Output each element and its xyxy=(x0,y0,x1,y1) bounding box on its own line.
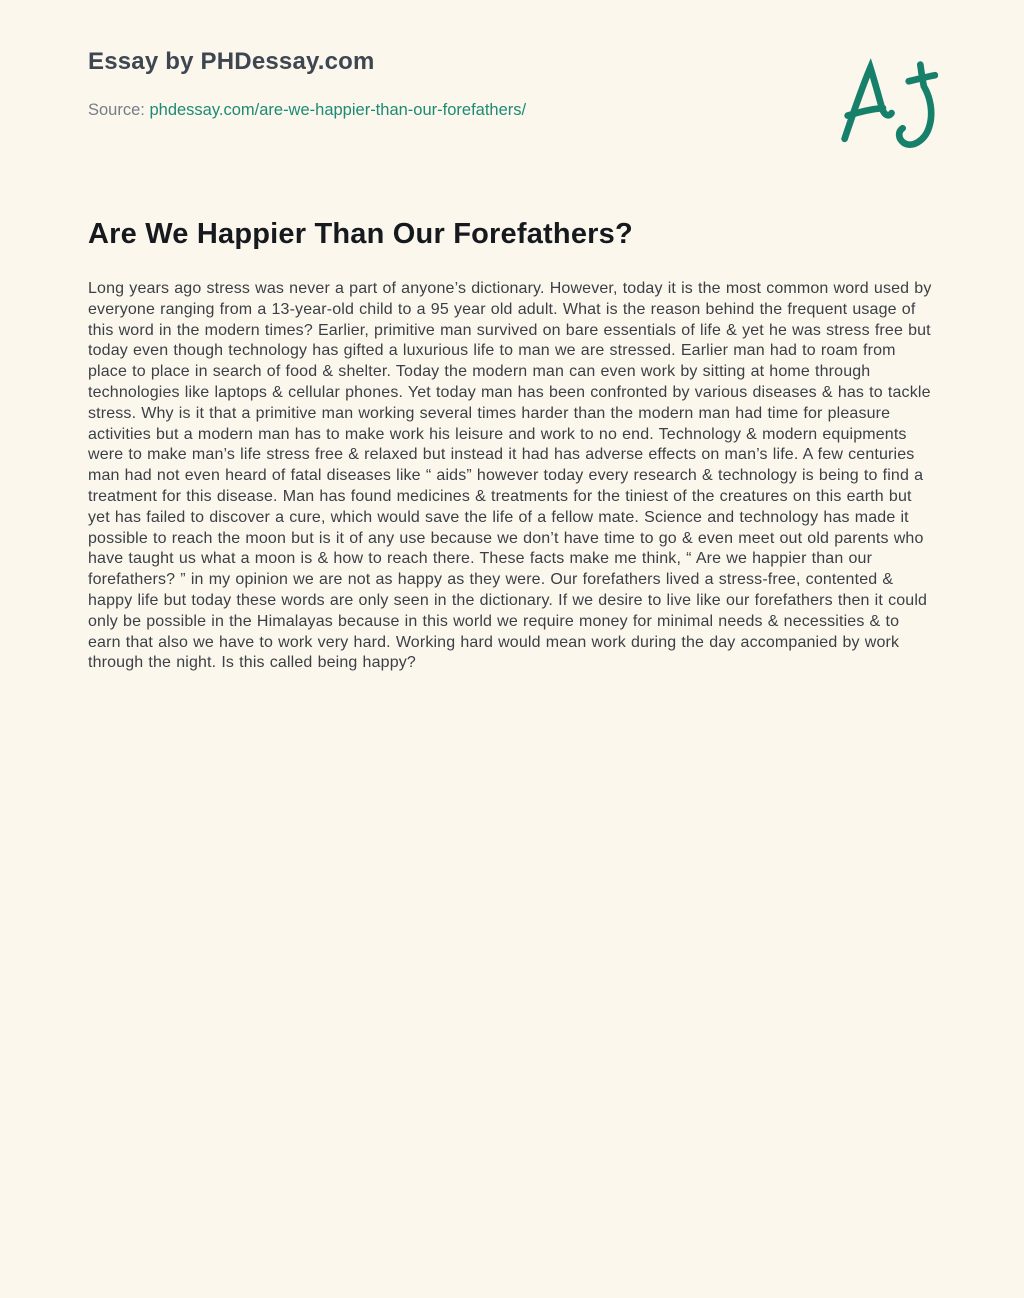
phdessay-logo xyxy=(834,52,938,158)
header-text-block xyxy=(88,48,526,120)
source-link[interactable]: phdessay.com/are-we-happier-than-our-forefathers/ xyxy=(149,101,527,119)
page-header xyxy=(88,48,936,158)
source-line xyxy=(88,100,526,120)
essay-title: Are We Happier Than Our Forefathers? xyxy=(88,218,633,250)
essay-body: Long years ago stress was never a part of anyone’s dictionary. However, today it is the most common word used by everyone ranging from a 13-year-old child to a 95 year old adult. What is the reason behind the frequent usage of this word in the modern times? Earlier, primitive man survived on bare essentials of life & yet he was stress free but today even though technology has gifted a luxurious life to man we are stressed. Earlier man had to roam from place to place in search of food & shelter. Today the modern man can even work by sitting at home through technologies like laptops & cellular phones. Yet today man has been confronted by various diseases & has to tackle stress. Why is it that a primitive man working several times harder than the modern man had time for pleasure activities but a modern man has to make work his leisure and work to no end. Technology & modern equipments were to make man’s life stress free & relaxed but instead it had has adverse effects on man’s life. A few centuries man had not even heard of fatal diseases like “ aids” however today every research & technology is being to find a treatment for this disease. Man has found medicines & treatments for the tiniest of the creatures on this earth but yet has failed to discover a cure, which would save the life of a fellow mate. Science and technology has made it possible to reach the moon but is it of any use because we don’t have time to go & even meet out old parents who have taught us what a moon is & how to reach there. These facts make me think, “ Are we happier than our forefathers? ” in my opinion we are not as happy as they were. Our forefathers lived a stress-free, contented & happy life but today these words are only seen in the dictionary. If we desire to live like our forefathers then it could only be possible in the Himalayas because in this world we require money for minimal needs & necessities & to earn that also we have to work very hard. Working hard would mean work during the day accompanied by work through the night. Is this called being happy? xyxy=(88,280,932,672)
logo-letter-a-stroke xyxy=(845,68,892,139)
source-label: Source: xyxy=(88,101,145,119)
site-title: Essay by PHDessay.com xyxy=(88,48,375,75)
a-plus-icon xyxy=(834,52,938,158)
